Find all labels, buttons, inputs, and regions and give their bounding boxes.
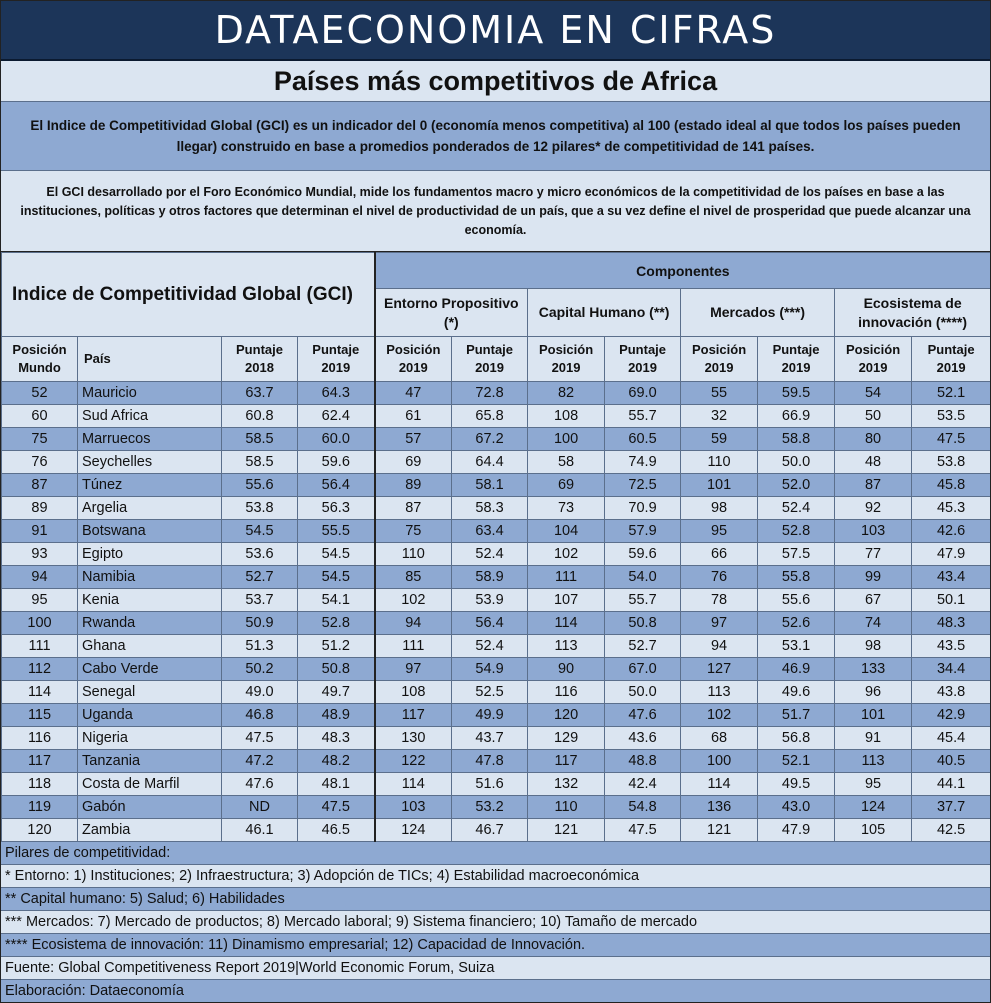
table-cell: 50 [835, 405, 912, 428]
country-cell: Túnez [78, 474, 222, 497]
table-cell: 102 [375, 589, 452, 612]
table-cell: 52.4 [452, 635, 528, 658]
table-cell: 114 [528, 612, 605, 635]
table-cell: 66 [681, 543, 758, 566]
country-cell: Seychelles [78, 451, 222, 474]
table-cell: 51.6 [452, 773, 528, 796]
table-cell: 130 [375, 727, 452, 750]
country-cell: Marruecos [78, 428, 222, 451]
table-cell: 63.7 [222, 382, 298, 405]
table-cell: 55.7 [605, 589, 681, 612]
table-cell: 117 [528, 750, 605, 773]
banner-title: DATAECONOMIA EN CIFRAS [1, 1, 990, 61]
table-cell: 50.8 [298, 658, 375, 681]
table-cell: 111 [2, 635, 78, 658]
table-cell: 47.8 [452, 750, 528, 773]
table-cell: 117 [375, 704, 452, 727]
country-cell: Namibia [78, 566, 222, 589]
table-cell: 52.7 [222, 566, 298, 589]
table-cell: 48.2 [298, 750, 375, 773]
footnote-line: **** Ecosistema de innovación: 11) Dinamismo empresarial; 12) Capacidad de Innovación. [1, 934, 990, 957]
col-pais: País [78, 337, 222, 382]
col-entorno-puntaje: Puntaje 2019 [452, 337, 528, 382]
table-body [2, 382, 991, 842]
table-cell: 54.5 [298, 543, 375, 566]
table-cell: 108 [528, 405, 605, 428]
table-cell: 58.9 [452, 566, 528, 589]
table-cell: 58 [528, 451, 605, 474]
table-cell: 75 [2, 428, 78, 451]
table-cell: 57.5 [758, 543, 835, 566]
table-cell: 51.2 [298, 635, 375, 658]
table-cell: 93 [2, 543, 78, 566]
table-cell: 102 [528, 543, 605, 566]
table-cell: 99 [835, 566, 912, 589]
group-entorno: Entorno Propositivo (*) [375, 289, 528, 337]
table-cell: 115 [2, 704, 78, 727]
table-cell: 58.5 [222, 451, 298, 474]
table-cell: 47.5 [222, 727, 298, 750]
country-cell: Ghana [78, 635, 222, 658]
table-cell: 53.9 [452, 589, 528, 612]
table-cell: 57.9 [605, 520, 681, 543]
table-cell: 100 [681, 750, 758, 773]
col-mercados-puntaje: Puntaje 2019 [758, 337, 835, 382]
table-cell: 55.7 [605, 405, 681, 428]
table-cell: 100 [2, 612, 78, 635]
table-cell: 48.1 [298, 773, 375, 796]
table-cell: 68 [681, 727, 758, 750]
country-cell: Sud Africa [78, 405, 222, 428]
table-cell: 54.0 [605, 566, 681, 589]
footnote-line: Fuente: Global Competitiveness Report 2019|World Economic Forum, Suiza [1, 957, 990, 980]
table-cell: 52 [2, 382, 78, 405]
table-cell: 121 [681, 819, 758, 842]
table-row [2, 543, 991, 566]
table-cell: 105 [835, 819, 912, 842]
table-cell: 47.5 [298, 796, 375, 819]
table-cell: 87 [835, 474, 912, 497]
table-cell: 102 [681, 704, 758, 727]
table-cell: 85 [375, 566, 452, 589]
table-cell: 90 [528, 658, 605, 681]
table-cell: 58.8 [758, 428, 835, 451]
table-cell: 55.6 [222, 474, 298, 497]
table-cell: 53.8 [912, 451, 991, 474]
country-cell: Egipto [78, 543, 222, 566]
table-cell: 58.1 [452, 474, 528, 497]
table-cell: 116 [2, 727, 78, 750]
table-cell: 54.5 [222, 520, 298, 543]
table-cell: 54.5 [298, 566, 375, 589]
table-cell: 108 [375, 681, 452, 704]
table-cell: 43.7 [452, 727, 528, 750]
table-cell: 53.8 [222, 497, 298, 520]
group-mercados: Mercados (***) [681, 289, 835, 337]
table-cell: 95 [2, 589, 78, 612]
table-row [2, 612, 991, 635]
table-cell: 113 [681, 681, 758, 704]
col-ecosistema-posicion: Posición 2019 [835, 337, 912, 382]
table-cell: 76 [681, 566, 758, 589]
table-cell: 69 [375, 451, 452, 474]
table-cell: 54.8 [605, 796, 681, 819]
table-cell: 49.7 [298, 681, 375, 704]
country-cell: Cabo Verde [78, 658, 222, 681]
col-mercados-posicion: Posición 2019 [681, 337, 758, 382]
table-cell: 80 [835, 428, 912, 451]
table-cell: 55.8 [758, 566, 835, 589]
col-puntaje-2018: Puntaje 2018 [222, 337, 298, 382]
footnotes [1, 842, 990, 1003]
table-cell: 63.4 [452, 520, 528, 543]
table-row [2, 750, 991, 773]
table-cell: 107 [528, 589, 605, 612]
table-cell: 91 [2, 520, 78, 543]
country-cell: Uganda [78, 704, 222, 727]
table-row [2, 635, 991, 658]
table-cell: 40.5 [912, 750, 991, 773]
table-cell: 32 [681, 405, 758, 428]
table-cell: 77 [835, 543, 912, 566]
col-puntaje-2019: Puntaje 2019 [298, 337, 375, 382]
table-cell: 50.9 [222, 612, 298, 635]
table-cell: 101 [835, 704, 912, 727]
table-cell: 69.0 [605, 382, 681, 405]
table-cell: 70.9 [605, 497, 681, 520]
table-cell: 52.6 [758, 612, 835, 635]
table-cell: 69 [528, 474, 605, 497]
table-cell: 104 [528, 520, 605, 543]
table-cell: 136 [681, 796, 758, 819]
table-cell: 74.9 [605, 451, 681, 474]
table-cell: 42.5 [912, 819, 991, 842]
table-cell: 124 [375, 819, 452, 842]
description-foro: El GCI desarrollado por el Foro Económico Mundial, mide los fundamentos macro y micro económicos de la competitividad de los países en base a las instituciones, políticas y otros factores que determinan el nivel de productividad de un país, que a su vez define el nivel de prosperidad que puede alcanzar una economía. [1, 171, 990, 252]
table-cell: 60.0 [298, 428, 375, 451]
table-cell: 52.4 [452, 543, 528, 566]
gci-header: Indice de Competitividad Global (GCI) [2, 253, 375, 337]
table-cell: 43.0 [758, 796, 835, 819]
table-cell: 62.4 [298, 405, 375, 428]
table-cell: 45.8 [912, 474, 991, 497]
table-cell: 74 [835, 612, 912, 635]
table-cell: 54.9 [452, 658, 528, 681]
table-cell: 59.6 [298, 451, 375, 474]
table-row [2, 566, 991, 589]
table-cell: 55 [681, 382, 758, 405]
table-cell: 78 [681, 589, 758, 612]
col-posicion-mundo: Posición Mundo [2, 337, 78, 382]
table-cell: 45.3 [912, 497, 991, 520]
footnote-line: Elaboración: Dataeconomía [1, 980, 990, 1003]
table-cell: 89 [375, 474, 452, 497]
group-ecosistema: Ecosistema de innovación (****) [835, 289, 991, 337]
table-cell: 54 [835, 382, 912, 405]
table-cell: 72.8 [452, 382, 528, 405]
table-cell: 60.8 [222, 405, 298, 428]
table-cell: 56.4 [298, 474, 375, 497]
country-cell: Tanzania [78, 750, 222, 773]
table-cell: 61 [375, 405, 452, 428]
table-cell: 34.4 [912, 658, 991, 681]
country-cell: Costa de Marfil [78, 773, 222, 796]
table-row [2, 658, 991, 681]
table-cell: 113 [528, 635, 605, 658]
table-cell: 117 [2, 750, 78, 773]
table-cell: 97 [375, 658, 452, 681]
table-cell: 127 [681, 658, 758, 681]
table-cell: 43.4 [912, 566, 991, 589]
table-cell: 53.5 [912, 405, 991, 428]
table-cell: 56.4 [452, 612, 528, 635]
table-cell: 43.6 [605, 727, 681, 750]
table-row [2, 589, 991, 612]
table-cell: 65.8 [452, 405, 528, 428]
table-cell: 110 [528, 796, 605, 819]
col-entorno-posicion: Posición 2019 [375, 337, 452, 382]
country-cell: Rwanda [78, 612, 222, 635]
table-cell: 94 [375, 612, 452, 635]
table-cell: 46.8 [222, 704, 298, 727]
table-cell: 111 [528, 566, 605, 589]
table-cell: 51.3 [222, 635, 298, 658]
table-cell: 60 [2, 405, 78, 428]
table-cell: 37.7 [912, 796, 991, 819]
table-cell: 48.9 [298, 704, 375, 727]
table-cell: 87 [2, 474, 78, 497]
table-cell: 53.6 [222, 543, 298, 566]
table-cell: 44.1 [912, 773, 991, 796]
table-cell: 50.0 [605, 681, 681, 704]
table-cell: 52.8 [298, 612, 375, 635]
table-row [2, 819, 991, 842]
table-cell: 43.5 [912, 635, 991, 658]
table-cell: 50.0 [758, 451, 835, 474]
table-cell: 114 [2, 681, 78, 704]
country-cell: Zambia [78, 819, 222, 842]
country-cell: Senegal [78, 681, 222, 704]
table-cell: 57 [375, 428, 452, 451]
table-cell: 51.7 [758, 704, 835, 727]
country-cell: Argelia [78, 497, 222, 520]
table-cell: 87 [375, 497, 452, 520]
table-cell: 46.1 [222, 819, 298, 842]
table-cell: 47.9 [912, 543, 991, 566]
page-title: Países más competitivos de Africa [1, 61, 990, 102]
table-cell: 59.6 [605, 543, 681, 566]
group-capital-humano: Capital Humano (**) [528, 289, 681, 337]
table-cell: 94 [681, 635, 758, 658]
table-cell: 50.1 [912, 589, 991, 612]
table-cell: 116 [528, 681, 605, 704]
table-cell: 98 [835, 635, 912, 658]
table-cell: 55.5 [298, 520, 375, 543]
table-cell: 96 [835, 681, 912, 704]
table-cell: 49.0 [222, 681, 298, 704]
country-cell: Gabón [78, 796, 222, 819]
table-cell: 111 [375, 635, 452, 658]
table-cell: 95 [835, 773, 912, 796]
table-cell: 47.5 [605, 819, 681, 842]
table-cell: 52.8 [758, 520, 835, 543]
table-cell: 119 [2, 796, 78, 819]
table-row [2, 520, 991, 543]
table-cell: 59 [681, 428, 758, 451]
table-cell: 52.5 [452, 681, 528, 704]
table-cell: 46.9 [758, 658, 835, 681]
table-cell: 52.4 [758, 497, 835, 520]
table-cell: 72.5 [605, 474, 681, 497]
table-cell: 122 [375, 750, 452, 773]
table-cell: 91 [835, 727, 912, 750]
table-cell: 52.7 [605, 635, 681, 658]
table-cell: 52.0 [758, 474, 835, 497]
table-cell: 58.5 [222, 428, 298, 451]
table-cell: 60.5 [605, 428, 681, 451]
components-header: Componentes [375, 253, 991, 289]
table-cell: 52.1 [912, 382, 991, 405]
table-cell: 89 [2, 497, 78, 520]
table-cell: 118 [2, 773, 78, 796]
table-row [2, 497, 991, 520]
table-cell: 48 [835, 451, 912, 474]
table-row [2, 704, 991, 727]
footnote-line: ** Capital humano: 5) Salud; 6) Habilidades [1, 888, 990, 911]
table-cell: 110 [375, 543, 452, 566]
table-cell: 73 [528, 497, 605, 520]
table-cell: 92 [835, 497, 912, 520]
table-cell: 133 [835, 658, 912, 681]
table-cell: 53.1 [758, 635, 835, 658]
table-cell: 58.3 [452, 497, 528, 520]
table-cell: 113 [835, 750, 912, 773]
table-cell: 114 [375, 773, 452, 796]
table-row [2, 451, 991, 474]
table-cell: 47.9 [758, 819, 835, 842]
table-cell: 48.3 [912, 612, 991, 635]
table-cell: 129 [528, 727, 605, 750]
table-row [2, 796, 991, 819]
table-row [2, 727, 991, 750]
table-cell: 45.4 [912, 727, 991, 750]
col-capital-posicion: Posición 2019 [528, 337, 605, 382]
footnote-line: * Entorno: 1) Instituciones; 2) Infraestructura; 3) Adopción de TICs; 4) Estabilidad macroeconómica [1, 865, 990, 888]
col-capital-puntaje: Puntaje 2019 [605, 337, 681, 382]
table-row [2, 428, 991, 451]
table-cell: 49.5 [758, 773, 835, 796]
table-cell: 112 [2, 658, 78, 681]
table-cell: 54.1 [298, 589, 375, 612]
table-cell: 56.8 [758, 727, 835, 750]
table-cell: 66.9 [758, 405, 835, 428]
table-row [2, 474, 991, 497]
table-cell: 67.0 [605, 658, 681, 681]
footnote-line: Pilares de competitividad: [1, 842, 990, 865]
table-cell: 47.5 [912, 428, 991, 451]
table-cell: 53.2 [452, 796, 528, 819]
table-cell: 110 [681, 451, 758, 474]
table-row [2, 382, 991, 405]
country-cell: Kenia [78, 589, 222, 612]
table-cell: 55.6 [758, 589, 835, 612]
table-cell: 48.8 [605, 750, 681, 773]
table-cell: 47 [375, 382, 452, 405]
table-cell: 76 [2, 451, 78, 474]
table-cell: 49.9 [452, 704, 528, 727]
table-cell: 75 [375, 520, 452, 543]
table-cell: 98 [681, 497, 758, 520]
table-cell: 95 [681, 520, 758, 543]
table-row [2, 681, 991, 704]
table-cell: 97 [681, 612, 758, 635]
table-cell: 67.2 [452, 428, 528, 451]
table-cell: 67 [835, 589, 912, 612]
table-cell: 47.2 [222, 750, 298, 773]
table-cell: 59.5 [758, 382, 835, 405]
table-cell: 82 [528, 382, 605, 405]
table-cell: 124 [835, 796, 912, 819]
table-cell: 49.6 [758, 681, 835, 704]
table-cell: 50.8 [605, 612, 681, 635]
table-cell: 46.7 [452, 819, 528, 842]
table-cell: 120 [528, 704, 605, 727]
description-gci: El Indice de Competitividad Global (GCI) es un indicador del 0 (economía menos competitiva) al 100 (estado ideal al que todos los países pueden llegar) construido en base a promedios ponderados de 12 pilares* de competitividad de 141 países. [1, 102, 990, 171]
table-cell: 64.4 [452, 451, 528, 474]
table-cell: 42.9 [912, 704, 991, 727]
table-cell: 94 [2, 566, 78, 589]
table-cell: 42.6 [912, 520, 991, 543]
competitiveness-table [1, 252, 991, 842]
table-cell: 100 [528, 428, 605, 451]
table-cell: 43.8 [912, 681, 991, 704]
table-cell: 132 [528, 773, 605, 796]
table-cell: 101 [681, 474, 758, 497]
table-cell: 56.3 [298, 497, 375, 520]
table-cell: ND [222, 796, 298, 819]
col-ecosistema-puntaje: Puntaje 2019 [912, 337, 991, 382]
table-cell: 103 [375, 796, 452, 819]
table-cell: 50.2 [222, 658, 298, 681]
table-cell: 103 [835, 520, 912, 543]
table-cell: 47.6 [605, 704, 681, 727]
table-cell: 46.5 [298, 819, 375, 842]
table-cell: 53.7 [222, 589, 298, 612]
country-cell: Botswana [78, 520, 222, 543]
table-cell: 47.6 [222, 773, 298, 796]
table-cell: 48.3 [298, 727, 375, 750]
table-row [2, 773, 991, 796]
table-cell: 64.3 [298, 382, 375, 405]
table-cell: 52.1 [758, 750, 835, 773]
table-cell: 120 [2, 819, 78, 842]
table-row [2, 405, 991, 428]
table-cell: 114 [681, 773, 758, 796]
country-cell: Mauricio [78, 382, 222, 405]
footnote-line: *** Mercados: 7) Mercado de productos; 8) Mercado laboral; 9) Sistema financiero; 10) Tamaño de mercado [1, 911, 990, 934]
country-cell: Nigeria [78, 727, 222, 750]
table-cell: 121 [528, 819, 605, 842]
table-cell: 42.4 [605, 773, 681, 796]
